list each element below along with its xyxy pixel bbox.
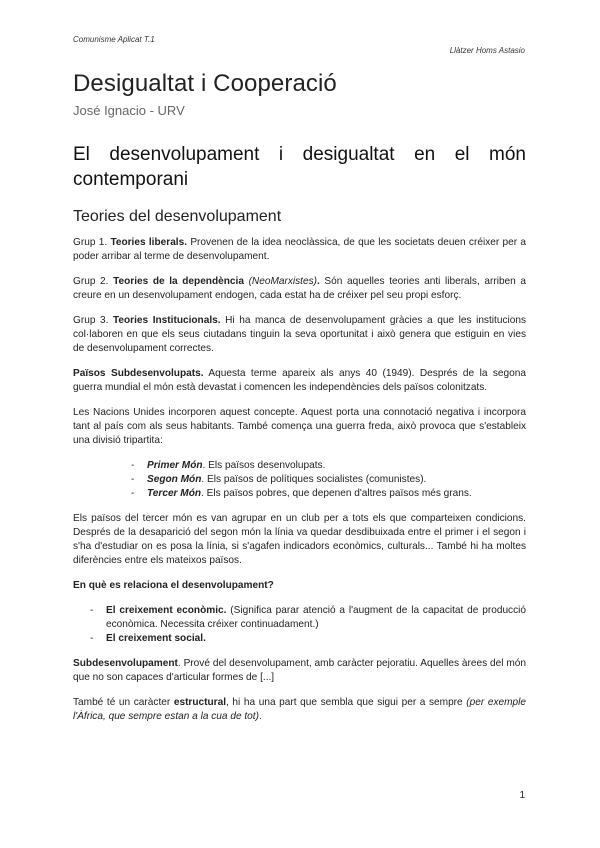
paragraph-tercer-mon: Els països del tercer món es van agrupar en un club per a tots els que comparteixen condicions. Després de la desaparició del segon món la línia va quedar desdibuixada entre el primer i el segon i s'ha d'estudiar on es posa la línia, si s'agafen indicadors econòmics, culturals... També hi ha moltes diferències entre els mateixos països. <box>73 513 526 566</box>
paragraph-estructural <box>73 696 526 724</box>
list-item <box>90 632 526 646</box>
grup1-term: Teories liberals. <box>110 237 188 248</box>
document-title: Desigualtat i Cooperació <box>73 70 337 97</box>
page-number: 1 <box>519 790 525 801</box>
paragraph-grup1 <box>73 236 526 264</box>
development-term: El creixement social. <box>106 633 206 644</box>
grup3-prefix: Grup 3. <box>73 315 113 326</box>
development-term: El creixement econòmic. <box>106 605 227 616</box>
document-subtitle: José Ignacio - URV <box>73 103 185 118</box>
grup2-term: Teories de la dependència <box>113 276 244 287</box>
document-body <box>73 70 526 724</box>
header-course: Comunisme Aplicat T.1 <box>73 35 155 44</box>
division-list <box>73 459 526 501</box>
development-list <box>73 604 526 646</box>
division-term: Primer Món <box>147 460 203 471</box>
section-title: El desenvolupament i desigualtat en el món contemporani <box>73 144 526 190</box>
grup3-text: Hi ha manca de desenvolupament gràcies a que les institucions col·laboren en que els seus ciutadans tinguin la seva oportunitat i això genera que estiguin en vies de desenvolupament correctes. <box>73 315 527 354</box>
paisos-text: Aquesta terme apareix als anys 40 (1949). Després de la segona guerra mundial el món està devastat i comencen les independències dels països colonitzats. <box>73 368 526 393</box>
list-item <box>131 473 526 487</box>
paragraph-grup2 <box>73 275 526 303</box>
grup2-dot: . <box>317 276 320 287</box>
division-text: . Els països desenvolupats. <box>202 460 326 471</box>
list-item <box>131 487 526 501</box>
paragraph-nacions: Les Nacions Unides incorporen aquest concepte. Aquest porta una connotació negativa i incorpora tant al país com als seus habitants. També comença una guerra freda, això provoca que s'estableix una divisió tripartita: <box>73 407 526 446</box>
estructural-term: estructural <box>173 697 227 708</box>
paragraph-subdesenvolupament <box>73 657 526 685</box>
division-text: . Els països pobres, que depenen d'altres països més grans. <box>201 488 472 499</box>
grup2-italic: (NeoMarxistes) <box>243 276 317 287</box>
question-heading: En què es relaciona el desenvolupament? <box>73 580 274 591</box>
development-text: (Significa parar atenció a l'augment de la capacitat de producció econòmica. Necessita créixer continuadament.) <box>106 605 527 630</box>
paisos-term: Països Subdesenvolupats. <box>73 368 204 379</box>
paragraph-paisos <box>73 367 526 395</box>
division-term: Tercer Món <box>147 488 202 499</box>
list-item <box>90 604 526 632</box>
division-term: Segon Món <box>147 474 202 485</box>
estructural-italic: (per exemple l'Àfrica, que sempre estan a la cua de tot) <box>73 697 526 722</box>
division-text: . Els països de polítiques socialistes (comunistes). <box>201 474 427 485</box>
grup2-text: Són aquelles teories anti liberals, arriben a creure en un desenvolupament endogen, cada estat ha de créixer pel seu propi esforç. <box>73 276 527 301</box>
paragraph-grup3 <box>73 314 526 356</box>
header-author: Llàtzer Homs Astasio <box>449 46 525 55</box>
estructural-mid: , hi ha una part que sembla que sigui per a sempre <box>226 697 467 708</box>
estructural-pre: També té un caràcter <box>73 697 174 708</box>
grup1-prefix: Grup 1. <box>73 237 111 248</box>
grup3-term: Teories Institucionals. <box>112 315 221 326</box>
subdes-text: . Prové del desenvolupament, amb caràcter pejoratiu. Aquelles àrees del món que no son capaces d'articular formes de [...] <box>73 658 526 683</box>
grup2-prefix: Grup 2. <box>73 276 114 287</box>
subdes-term: Subdesenvolupament <box>73 658 178 669</box>
subsection-title: Teories del desenvolupament <box>73 208 282 225</box>
estructural-end: . <box>258 711 262 722</box>
grup1-text: Provenen de la idea neoclàssica, de que les societats deuen créixer per a poder arribar al terme de desenvolupament. <box>73 237 526 262</box>
list-item <box>131 459 526 473</box>
